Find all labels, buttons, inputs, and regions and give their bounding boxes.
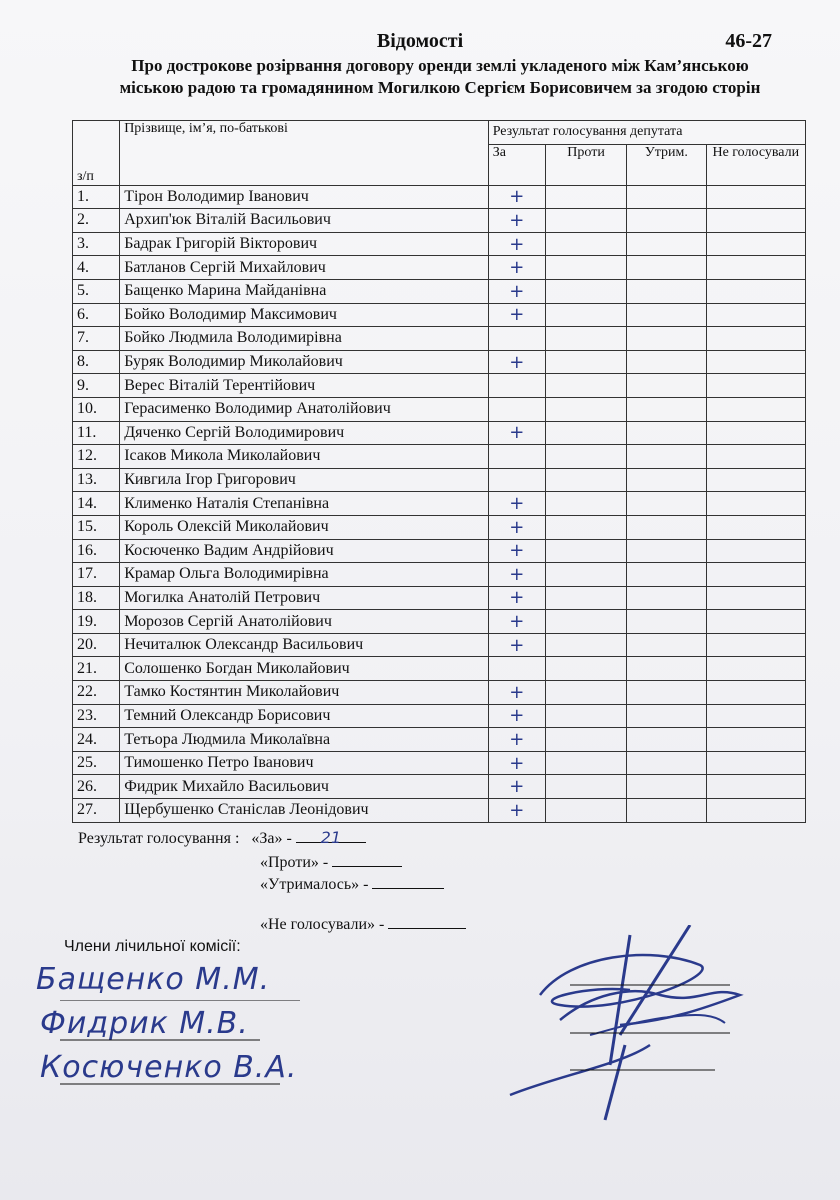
deputy-name: Тимошенко Петро Іванович (120, 751, 489, 775)
vote-proty (545, 279, 626, 303)
vote-proty (545, 775, 626, 799)
header-result: Результат голосування депутата (488, 121, 805, 145)
commission-member-1: Бащенко М.М. (36, 962, 271, 997)
row-number: 11. (73, 421, 120, 445)
vote-za: + (488, 563, 545, 587)
vote-utrym (627, 350, 706, 374)
commission-member-2: Фидрик М.В. (40, 1006, 249, 1041)
summary-ne-blank (388, 914, 466, 929)
vote-proty (545, 751, 626, 775)
vote-proty (545, 610, 626, 634)
table-row (73, 586, 806, 610)
vote-ne (706, 539, 805, 563)
table-row (73, 539, 806, 563)
vote-utrym (627, 374, 706, 398)
deputy-name: Король Олексій Миколайович (120, 515, 489, 539)
vote-za (488, 397, 545, 421)
vote-proty (545, 657, 626, 681)
table-row (73, 279, 806, 303)
vote-utrym (627, 539, 706, 563)
vote-ne (706, 633, 805, 657)
vote-za: + (488, 209, 545, 233)
header-za: За (488, 144, 545, 185)
table-row (73, 515, 806, 539)
row-number: 6. (73, 303, 120, 327)
vote-utrym (627, 610, 706, 634)
vote-ne (706, 209, 805, 233)
vote-ne (706, 350, 805, 374)
vote-za: + (488, 350, 545, 374)
vote-proty (545, 563, 626, 587)
vote-utrym (627, 563, 706, 587)
vote-za: + (488, 799, 545, 823)
table-row (73, 799, 806, 823)
header-name: Прізвище, ім’я, по-батькові (120, 121, 489, 186)
vote-utrym (627, 185, 706, 209)
deputy-name: Верес Віталій Терентійович (120, 374, 489, 398)
summary-label: Результат голосування : (78, 830, 240, 847)
deputy-name: Могилка Анатолій Петрович (120, 586, 489, 610)
vote-utrym (627, 256, 706, 280)
deputy-name: Фидрик Михайло Васильович (120, 775, 489, 799)
table-row (73, 633, 806, 657)
row-number: 5. (73, 279, 120, 303)
table-row (73, 751, 806, 775)
table-row (73, 232, 806, 256)
deputy-name: Дяченко Сергій Володимирович (120, 421, 489, 445)
deputy-name: Буряк Володимир Миколайович (120, 350, 489, 374)
row-number: 4. (73, 256, 120, 280)
vote-proty (545, 681, 626, 705)
vote-ne (706, 775, 805, 799)
vote-proty (545, 586, 626, 610)
document-number: 46-27 (725, 30, 772, 52)
vote-ne (706, 799, 805, 823)
vote-utrym (627, 232, 706, 256)
vote-utrym (627, 799, 706, 823)
row-number: 25. (73, 751, 120, 775)
document-subtitle: Про дострокове розірвання договору оренди землі укладеного між Кам’янською міською радою та громадянином Могилкою Сергієм Борисовичем за згодою сторін (119, 56, 761, 97)
vote-za (488, 327, 545, 351)
vote-za: + (488, 704, 545, 728)
table-row (73, 397, 806, 421)
table-row (73, 445, 806, 469)
vote-ne (706, 515, 805, 539)
deputy-name: Бойко Людмила Володимирівна (120, 327, 489, 351)
deputy-name: Бойко Володимир Максимович (120, 303, 489, 327)
row-number: 21. (73, 657, 120, 681)
vote-utrym (627, 751, 706, 775)
vote-utrym (627, 586, 706, 610)
row-number: 7. (73, 327, 120, 351)
deputy-name: Герасименко Володимир Анатолійович (120, 397, 489, 421)
deputy-name: Косюченко Вадим Андрійович (120, 539, 489, 563)
vote-ne (706, 751, 805, 775)
deputy-name: Тетьора Людмила Миколаївна (120, 728, 489, 752)
table-row (73, 728, 806, 752)
table-row (73, 185, 806, 209)
vote-ne (706, 445, 805, 469)
header-ne: Не голосували (706, 144, 805, 185)
deputy-name: Темний Олександр Борисович (120, 704, 489, 728)
table-row (73, 492, 806, 516)
deputy-name: Батланов Сергій Михайлович (120, 256, 489, 280)
deputy-name: Крамар Ольга Володимирівна (120, 563, 489, 587)
vote-ne (706, 563, 805, 587)
table-row (73, 256, 806, 280)
row-number: 12. (73, 445, 120, 469)
vote-za: + (488, 775, 545, 799)
vote-utrym (627, 633, 706, 657)
vote-proty (545, 515, 626, 539)
vote-za (488, 657, 545, 681)
document-title: Відомості (376, 30, 464, 52)
vote-ne (706, 232, 805, 256)
table-row (73, 681, 806, 705)
deputy-name: Тамко Костянтин Миколайович (120, 681, 489, 705)
deputy-name: Ісаков Микола Миколайович (120, 445, 489, 469)
row-number: 24. (73, 728, 120, 752)
row-number: 14. (73, 492, 120, 516)
row-number: 15. (73, 515, 120, 539)
row-number: 2. (73, 209, 120, 233)
vote-utrym (627, 468, 706, 492)
vote-za: + (488, 633, 545, 657)
vote-utrym (627, 681, 706, 705)
table-row (73, 327, 806, 351)
deputy-name: Щербушенко Станіслав Леонідович (120, 799, 489, 823)
vote-proty (545, 303, 626, 327)
vote-za: + (488, 681, 545, 705)
vote-ne (706, 610, 805, 634)
row-number: 26. (73, 775, 120, 799)
vote-utrym (627, 492, 706, 516)
vote-ne (706, 492, 805, 516)
table-row (73, 374, 806, 398)
table-row (73, 421, 806, 445)
deputy-name: Бадрак Григорій Вікторович (120, 232, 489, 256)
row-number: 9. (73, 374, 120, 398)
voting-table (72, 120, 806, 823)
vote-utrym (627, 421, 706, 445)
vote-utrym (627, 657, 706, 681)
vote-proty (545, 539, 626, 563)
vote-proty (545, 421, 626, 445)
vote-ne (706, 681, 805, 705)
summary-proty-label: «Проти» - (260, 854, 329, 871)
name-underlines (30, 1000, 360, 1110)
vote-ne (706, 657, 805, 681)
table-row (73, 350, 806, 374)
vote-proty (545, 256, 626, 280)
vote-utrym (627, 515, 706, 539)
commission-label: Члени лічильної комісії: (64, 938, 241, 955)
summary-ne-label: «Не голосували» - (260, 916, 385, 933)
deputy-name: Кивгила Ігор Григорович (120, 468, 489, 492)
vote-utrym (627, 775, 706, 799)
row-number: 1. (73, 185, 120, 209)
vote-utrym (627, 279, 706, 303)
vote-ne (706, 374, 805, 398)
header-proty: Проти (545, 144, 626, 185)
vote-ne (706, 327, 805, 351)
vote-proty (545, 350, 626, 374)
vote-proty (545, 728, 626, 752)
vote-ne (706, 185, 805, 209)
summary-za-value: 21 (320, 828, 342, 847)
vote-proty (545, 327, 626, 351)
vote-za: + (488, 539, 545, 563)
vote-ne (706, 279, 805, 303)
vote-za: + (488, 728, 545, 752)
deputy-name: Бащенко Марина Майданівна (120, 279, 489, 303)
vote-za: + (488, 185, 545, 209)
commission-member-3: Косюченко В.А. (40, 1050, 298, 1085)
table-row (73, 209, 806, 233)
deputy-name: Тірон Володимир Іванович (120, 185, 489, 209)
vote-za: + (488, 515, 545, 539)
deputy-name: Солошенко Богдан Миколайович (120, 657, 489, 681)
vote-ne (706, 421, 805, 445)
vote-za (488, 445, 545, 469)
vote-ne (706, 256, 805, 280)
row-number: 18. (73, 586, 120, 610)
vote-proty (545, 445, 626, 469)
table-row (73, 704, 806, 728)
vote-ne (706, 468, 805, 492)
row-number: 23. (73, 704, 120, 728)
summary-utrym-blank (372, 874, 444, 889)
vote-utrym (627, 327, 706, 351)
row-number: 27. (73, 799, 120, 823)
vote-za: + (488, 610, 545, 634)
vote-utrym (627, 445, 706, 469)
vote-proty (545, 468, 626, 492)
table-row (73, 775, 806, 799)
vote-za (488, 468, 545, 492)
vote-utrym (627, 728, 706, 752)
vote-proty (545, 799, 626, 823)
summary-za-label: «За» - (251, 830, 292, 847)
vote-za (488, 374, 545, 398)
vote-utrym (627, 397, 706, 421)
vote-ne (706, 728, 805, 752)
row-number: 22. (73, 681, 120, 705)
vote-proty (545, 633, 626, 657)
vote-za: + (488, 492, 545, 516)
vote-proty (545, 397, 626, 421)
vote-za: + (488, 303, 545, 327)
deputy-name: Клименко Наталія Степанівна (120, 492, 489, 516)
vote-utrym (627, 704, 706, 728)
row-number: 16. (73, 539, 120, 563)
deputy-name: Нечиталюк Олександр Васильович (120, 633, 489, 657)
summary-utrym-label: «Утрималось» - (260, 876, 369, 893)
vote-proty (545, 492, 626, 516)
header-utrym: Утрим. (627, 144, 706, 185)
table-row (73, 468, 806, 492)
row-number: 8. (73, 350, 120, 374)
row-number: 17. (73, 563, 120, 587)
vote-utrym (627, 209, 706, 233)
vote-ne (706, 704, 805, 728)
table-row (73, 610, 806, 634)
table-row (73, 657, 806, 681)
vote-proty (545, 704, 626, 728)
vote-ne (706, 586, 805, 610)
vote-proty (545, 185, 626, 209)
vote-za: + (488, 256, 545, 280)
deputy-name: Морозов Сергій Анатолійович (120, 610, 489, 634)
vote-proty (545, 374, 626, 398)
summary-proty-blank (332, 852, 402, 867)
vote-proty (545, 232, 626, 256)
signature-image (500, 925, 760, 1145)
row-number: 19. (73, 610, 120, 634)
row-number: 13. (73, 468, 120, 492)
vote-za: + (488, 421, 545, 445)
vote-ne (706, 303, 805, 327)
vote-za: + (488, 279, 545, 303)
deputy-name: Архип'юк Віталій Васильович (120, 209, 489, 233)
header-num: з/п (73, 121, 120, 186)
vote-za: + (488, 751, 545, 775)
vote-utrym (627, 303, 706, 327)
table-row (73, 303, 806, 327)
row-number: 3. (73, 232, 120, 256)
vote-za: + (488, 586, 545, 610)
row-number: 10. (73, 397, 120, 421)
vote-ne (706, 397, 805, 421)
table-row (73, 563, 806, 587)
row-number: 20. (73, 633, 120, 657)
vote-proty (545, 209, 626, 233)
vote-za: + (488, 232, 545, 256)
